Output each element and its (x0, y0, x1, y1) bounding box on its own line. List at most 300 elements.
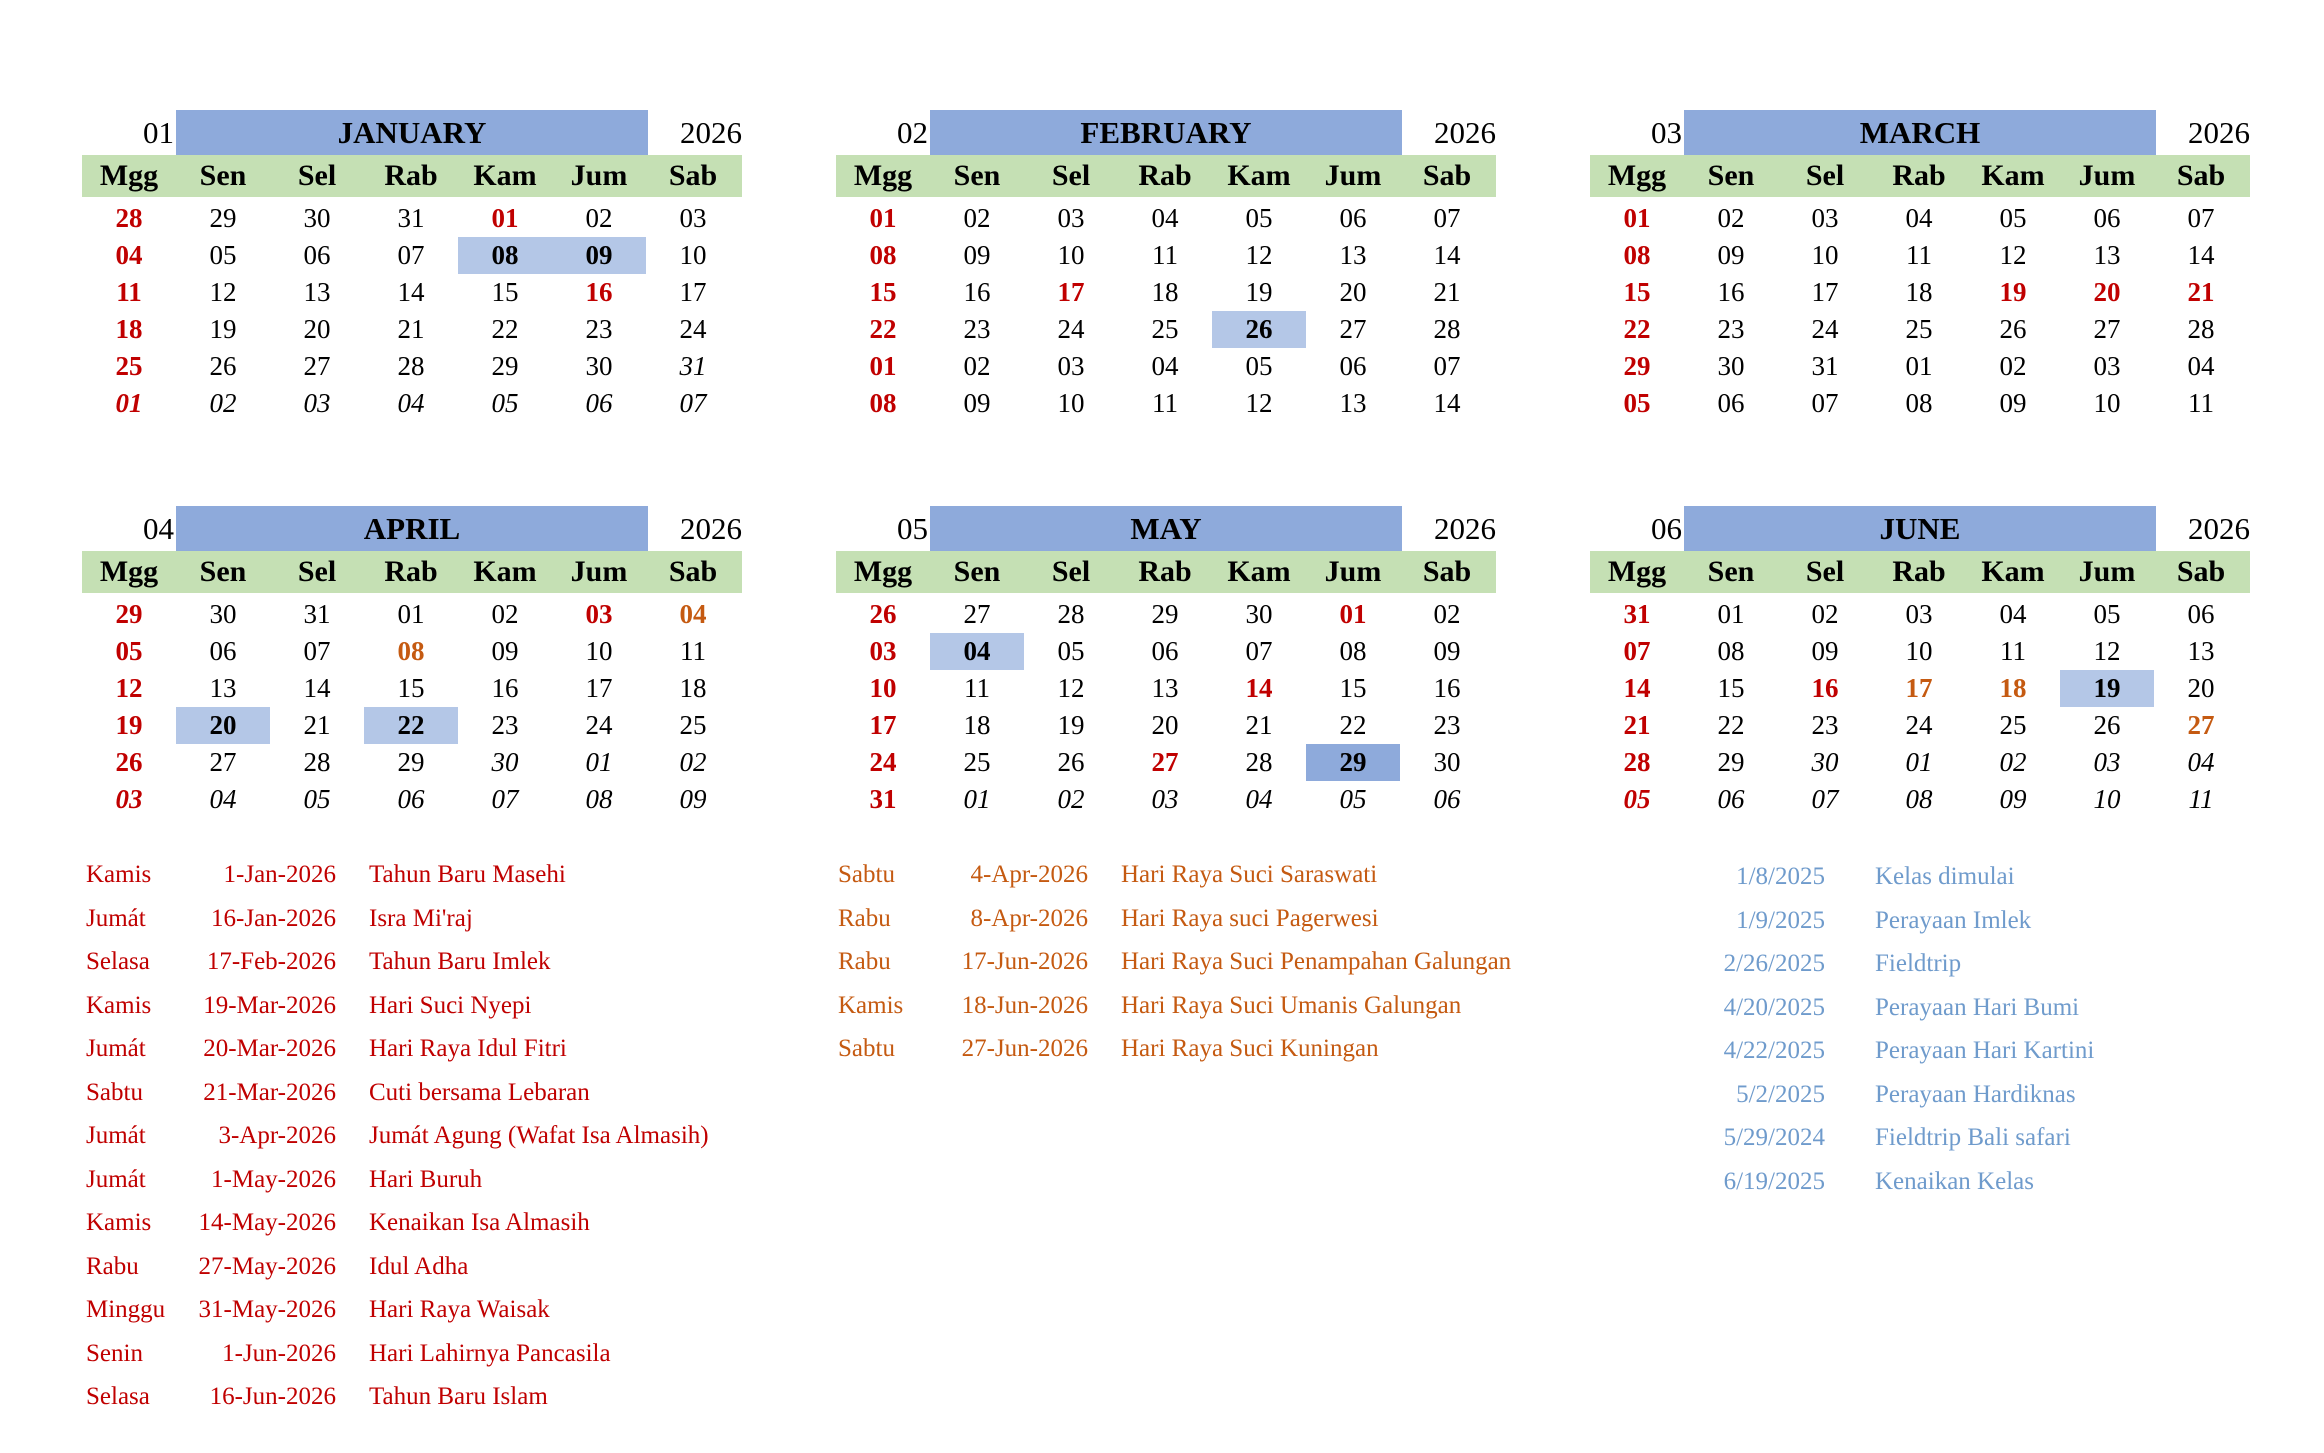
day-cell: 10 (2093, 388, 2121, 418)
holiday-row (838, 942, 1638, 982)
day-cell: 02 (679, 747, 707, 777)
day-cell: 15 (1339, 673, 1367, 703)
weekday-label: Sab (668, 555, 718, 588)
day-cell: 27 (963, 599, 991, 629)
day-cell: 28 (1623, 747, 1651, 777)
month-block-june (1590, 506, 2250, 866)
day-cell: 04 (1151, 351, 1179, 381)
day-cell: 02 (1717, 203, 1745, 233)
day-cell: 05 (1623, 388, 1651, 418)
day-cell: 05 (2093, 599, 2121, 629)
month-name: MARCH (1684, 110, 2156, 155)
weekday-label: Sab (1422, 159, 1472, 192)
weekday-label: Sab (1422, 555, 1472, 588)
holiday-name: Hari Raya Suci Kuningan (1121, 1035, 1379, 1062)
weekday-label: Jum (1324, 555, 1382, 588)
day-cell: 17 (1811, 277, 1839, 307)
day-cell: 26 (869, 599, 897, 629)
day-cell: 17 (1905, 673, 1933, 703)
day-cell: 13 (209, 673, 237, 703)
day-cell: 04 (115, 240, 143, 270)
day-cell: 30 (585, 351, 613, 381)
day-cell: 06 (1717, 388, 1745, 418)
day-cell: 29 (209, 203, 237, 233)
day-cell: 18 (1999, 673, 2027, 703)
holiday-day: Kamis (86, 1209, 152, 1236)
holiday-day: Senin (86, 1339, 143, 1367)
day-cell: 11 (1152, 388, 1178, 418)
weekday-header-row (836, 551, 1496, 593)
weekday-label: Kam (1981, 555, 2045, 588)
day-cell: 03 (1057, 203, 1085, 233)
day-cell: 31 (1623, 599, 1651, 629)
day-cell: 08 (1623, 240, 1651, 270)
day-cell: 30 (303, 203, 331, 233)
holiday-date: 8-Apr-2026 (970, 904, 1088, 932)
event-date: 5/29/2024 (1723, 1124, 1825, 1151)
day-cell: 21 (1433, 277, 1461, 307)
day-cell: 16 (963, 277, 991, 307)
holiday-row (86, 1160, 786, 1200)
day-cell: 25 (1151, 314, 1179, 344)
day-cell: 07 (1811, 388, 1839, 418)
day-cell: 10 (679, 240, 707, 270)
day-cell: 09 (1811, 636, 1839, 666)
day-cell: 19 (2060, 670, 2154, 707)
holiday-date: 18-Jun-2026 (961, 991, 1088, 1019)
holiday-day: Kamis (838, 991, 904, 1019)
event-date: 4/20/2025 (1723, 993, 1825, 1021)
day-cell: 01 (1905, 747, 1933, 777)
weekday-header-row (1590, 551, 2250, 593)
holiday-name: Hari Raya Suci Penampahan Galungan (1121, 948, 1512, 975)
month-block-may (836, 506, 1496, 866)
day-cell: 22 (364, 707, 458, 744)
day-cell: 26 (2093, 710, 2121, 740)
day-cell: 11 (680, 636, 706, 666)
day-cell: 26 (1057, 747, 1085, 777)
weekday-label: Rab (1138, 159, 1192, 192)
weekday-label: Sen (1707, 159, 1755, 192)
holiday-name: Tahun Baru Islam (369, 1383, 548, 1410)
day-cell: 19 (1245, 277, 1273, 307)
day-cell: 07 (491, 784, 519, 814)
day-cell: 21 (1245, 710, 1273, 740)
day-cell: 27 (1151, 747, 1179, 777)
weekday-label: Sen (953, 555, 1001, 588)
day-cell: 09 (491, 636, 519, 666)
day-cell: 14 (2187, 240, 2215, 270)
day-cell: 12 (1245, 388, 1273, 418)
day-cell: 15 (1623, 277, 1651, 307)
day-cell: 04 (397, 388, 425, 418)
day-cell: 12 (1245, 240, 1273, 270)
holiday-day: Jumát (86, 904, 146, 932)
day-cell: 22 (1623, 314, 1651, 344)
day-cell: 20 (2187, 673, 2215, 703)
weekday-label: Sen (1707, 555, 1755, 588)
day-cell: 30 (1433, 747, 1461, 777)
weekday-label: Jum (570, 159, 628, 192)
day-cell: 22 (869, 314, 897, 344)
weekday-label: Kam (1981, 159, 2045, 192)
weekday-label: Sel (1051, 159, 1091, 192)
day-cell: 01 (1339, 599, 1367, 629)
day-cell: 04 (1151, 203, 1179, 233)
day-cell: 12 (2093, 636, 2121, 666)
holiday-row (838, 855, 1638, 895)
month-header (836, 506, 1496, 551)
event-name: Kenaikan Kelas (1875, 1167, 2034, 1195)
weekday-label: Rab (1892, 555, 1946, 588)
holiday-day: Minggu (86, 1296, 166, 1323)
holiday-row (86, 1377, 786, 1417)
day-cell: 06 (1717, 784, 1745, 814)
event-row (1700, 857, 2260, 897)
day-cell: 02 (1433, 599, 1461, 629)
weekday-label: Mgg (853, 555, 913, 588)
weekday-label: Jum (2078, 159, 2136, 192)
day-cell: 30 (209, 599, 237, 629)
day-cell: 03 (1151, 784, 1179, 814)
holiday-day: Selasa (86, 948, 150, 975)
weekday-header-row (1590, 155, 2250, 197)
day-cell: 09 (1999, 784, 2027, 814)
holiday-day: Sabtu (86, 1078, 143, 1106)
holiday-row (86, 1203, 786, 1243)
weekday-label: Kam (473, 555, 537, 588)
weekday-label: Jum (1324, 159, 1382, 192)
day-cell: 06 (209, 636, 237, 666)
day-cell: 23 (585, 314, 613, 344)
day-cell: 07 (1433, 351, 1461, 381)
day-cell: 17 (585, 673, 613, 703)
holiday-name: Idul Adha (369, 1252, 469, 1280)
day-cell: 14 (1433, 388, 1461, 418)
holiday-row (86, 986, 786, 1026)
day-cell: 09 (679, 784, 707, 814)
day-cell: 03 (303, 388, 331, 418)
month-header (82, 506, 742, 551)
weekday-label: Mgg (99, 555, 159, 588)
day-cell: 16 (1433, 673, 1461, 703)
day-cell: 01 (115, 388, 143, 418)
day-cell: 16 (1717, 277, 1745, 307)
day-cell: 06 (1339, 351, 1367, 381)
weekday-label: Sen (199, 555, 247, 588)
day-cell: 24 (1905, 710, 1933, 740)
holiday-name: Cuti bersama Lebaran (369, 1078, 590, 1106)
holiday-date: 3-Apr-2026 (218, 1122, 336, 1149)
holiday-row (86, 855, 786, 895)
day-cell: 06 (303, 240, 331, 270)
day-cell: 06 (2093, 203, 2121, 233)
day-cell: 05 (115, 636, 143, 666)
holiday-date: 27-May-2026 (198, 1252, 336, 1280)
day-cell: 14 (1623, 673, 1651, 703)
day-cell: 01 (397, 599, 425, 629)
day-cell: 31 (303, 599, 331, 629)
day-cell: 22 (1339, 710, 1367, 740)
month-year: 2026 (1434, 511, 1496, 546)
day-cell: 23 (491, 710, 519, 740)
day-cell: 25 (679, 710, 707, 740)
month-number: 01 (143, 115, 174, 150)
month-name: FEBRUARY (930, 110, 1402, 155)
weekday-label: Jum (2078, 555, 2136, 588)
day-cell: 23 (1433, 710, 1461, 740)
day-cell: 16 (585, 277, 613, 307)
event-name: Perayaan Imlek (1875, 906, 2032, 934)
day-cell: 02 (963, 203, 991, 233)
day-cell: 11 (1906, 240, 1932, 270)
day-cell: 21 (397, 314, 425, 344)
day-cell: 12 (1057, 673, 1085, 703)
holiday-date: 16-Jan-2026 (211, 904, 336, 932)
day-cell: 10 (1811, 240, 1839, 270)
day-cell: 08 (1717, 636, 1745, 666)
day-cell: 01 (1905, 351, 1933, 381)
holiday-day: Kamis (86, 991, 152, 1019)
day-cell: 23 (1717, 314, 1745, 344)
month-number: 06 (1651, 511, 1682, 546)
month-block-april (82, 506, 742, 866)
day-cell: 31 (1811, 351, 1839, 381)
event-date: 2/26/2025 (1723, 950, 1825, 977)
holiday-name: Tahun Baru Imlek (369, 948, 551, 975)
month-header (1590, 110, 2250, 155)
event-name: Kelas dimulai (1875, 863, 2015, 890)
month-number: 03 (1651, 115, 1682, 150)
day-cell: 25 (1999, 710, 2027, 740)
day-cell: 30 (1245, 599, 1273, 629)
weekday-label: Sel (1805, 555, 1845, 588)
day-cell: 28 (1433, 314, 1461, 344)
weekday-label: Kam (473, 159, 537, 192)
month-year: 2026 (2188, 511, 2250, 546)
day-cell: 03 (869, 636, 897, 666)
day-cell: 07 (1433, 203, 1461, 233)
day-cell: 13 (1151, 673, 1179, 703)
day-cell: 19 (115, 710, 143, 740)
holiday-date: 31-May-2026 (198, 1296, 336, 1323)
month-name: MAY (930, 506, 1402, 551)
event-row (1700, 944, 2260, 984)
day-cell: 29 (491, 351, 519, 381)
day-cell: 08 (458, 237, 552, 274)
day-cell: 26 (1999, 314, 2027, 344)
event-row (1700, 1118, 2260, 1158)
day-cell: 10 (2093, 784, 2121, 814)
holiday-day: Jumát (86, 1035, 146, 1062)
holiday-day: Kamis (86, 861, 152, 888)
day-cell: 05 (1623, 784, 1651, 814)
event-name: Perayaan Hari Kartini (1875, 1037, 2095, 1064)
month-name: APRIL (176, 506, 648, 551)
day-cell: 06 (585, 388, 613, 418)
day-cell: 03 (2093, 747, 2121, 777)
holiday-row (86, 1247, 786, 1287)
month-year: 2026 (680, 511, 742, 546)
day-cell: 04 (2187, 351, 2215, 381)
month-number: 04 (143, 511, 174, 546)
day-cell: 12 (1999, 240, 2027, 270)
holiday-day: Sabtu (838, 861, 895, 888)
day-cell: 14 (303, 673, 331, 703)
holiday-day: Sabtu (838, 1035, 895, 1062)
day-cell: 27 (1339, 314, 1367, 344)
holiday-name: Hari Buruh (369, 1165, 483, 1193)
holiday-row (838, 899, 1638, 939)
day-cell: 12 (209, 277, 237, 307)
day-cell: 21 (303, 710, 331, 740)
day-cell: 18 (679, 673, 707, 703)
holiday-date: 17-Jun-2026 (961, 948, 1088, 975)
weekday-label: Sab (2176, 159, 2226, 192)
event-row (1700, 901, 2260, 941)
day-cell: 14 (1245, 673, 1273, 703)
day-cell: 19 (1999, 277, 2027, 307)
holiday-name: Hari Raya Suci Saraswati (1121, 861, 1378, 888)
event-date: 4/22/2025 (1723, 1037, 1825, 1064)
day-cell: 05 (491, 388, 519, 418)
day-cell: 02 (963, 351, 991, 381)
day-cell: 10 (1057, 388, 1085, 418)
day-cell: 08 (1905, 784, 1933, 814)
weekday-header-row (82, 551, 742, 593)
day-cell: 20 (1339, 277, 1367, 307)
day-cell: 04 (930, 633, 1024, 670)
day-cell: 09 (1999, 388, 2027, 418)
holiday-row (86, 942, 786, 982)
day-cell: 09 (552, 237, 646, 274)
day-cell: 06 (397, 784, 425, 814)
day-cell: 04 (1905, 203, 1933, 233)
weekday-label: Rab (384, 159, 438, 192)
day-cell: 02 (491, 599, 519, 629)
day-cell: 07 (1623, 636, 1651, 666)
holiday-name: Hari Raya suci Pagerwesi (1121, 904, 1379, 932)
weekday-label: Sab (2176, 555, 2226, 588)
day-cell: 08 (397, 636, 425, 666)
day-cell: 30 (1717, 351, 1745, 381)
day-cell: 29 (397, 747, 425, 777)
day-cell: 18 (1905, 277, 1933, 307)
day-cell: 26 (209, 351, 237, 381)
day-cell: 17 (1057, 277, 1085, 307)
holiday-date: 20-Mar-2026 (203, 1035, 336, 1062)
day-cell: 13 (1339, 240, 1367, 270)
month-block-february (836, 110, 1496, 470)
day-cell: 13 (1339, 388, 1367, 418)
day-cell: 10 (869, 673, 897, 703)
weekday-label: Mgg (1607, 159, 1667, 192)
day-cell: 06 (1433, 784, 1461, 814)
day-cell: 29 (115, 599, 143, 629)
weekday-label: Jum (570, 555, 628, 588)
day-cell: 08 (869, 388, 897, 418)
day-cell: 20 (176, 707, 270, 744)
day-cell: 10 (585, 636, 613, 666)
day-cell: 20 (303, 314, 331, 344)
day-cell: 07 (303, 636, 331, 666)
day-cell: 02 (1999, 351, 2027, 381)
weekday-label: Mgg (1607, 555, 1667, 588)
day-cell: 13 (303, 277, 331, 307)
holiday-row (86, 1029, 786, 1069)
month-name: JANUARY (176, 110, 648, 155)
day-cell: 14 (1433, 240, 1461, 270)
event-name: Perayaan Hardiknas (1875, 1080, 2076, 1108)
day-cell: 09 (963, 240, 991, 270)
day-cell: 04 (2187, 747, 2215, 777)
day-cell: 11 (2000, 636, 2026, 666)
day-cell: 11 (2188, 388, 2214, 418)
day-cell: 27 (303, 351, 331, 381)
day-cell: 04 (679, 599, 707, 629)
day-cell: 30 (491, 747, 519, 777)
day-cell: 28 (397, 351, 425, 381)
day-cell: 08 (869, 240, 897, 270)
event-date: 6/19/2025 (1723, 1167, 1825, 1195)
day-cell: 21 (2187, 277, 2215, 307)
day-cell: 12 (115, 673, 143, 703)
day-cell: 03 (1811, 203, 1839, 233)
event-name: Perayaan Hari Bumi (1875, 993, 2080, 1021)
weekday-label: Sel (297, 555, 337, 588)
day-cell: 08 (1905, 388, 1933, 418)
event-name: Fieldtrip Bali safari (1875, 1124, 2071, 1151)
day-cell: 15 (397, 673, 425, 703)
day-cell: 31 (397, 203, 425, 233)
day-cell: 20 (2093, 277, 2121, 307)
day-cell: 02 (1811, 599, 1839, 629)
day-cell: 29 (1623, 351, 1651, 381)
day-cell: 16 (1811, 673, 1839, 703)
day-cell: 07 (397, 240, 425, 270)
day-cell: 01 (963, 784, 991, 814)
day-cell: 03 (679, 203, 707, 233)
day-cell: 24 (1057, 314, 1085, 344)
day-cell: 27 (2093, 314, 2121, 344)
day-cell: 31 (679, 351, 707, 381)
day-cell: 03 (115, 784, 143, 814)
day-cell: 24 (869, 747, 897, 777)
day-cell: 15 (491, 277, 519, 307)
day-cell: 17 (679, 277, 707, 307)
holiday-day: Rabu (838, 904, 891, 932)
day-cell: 29 (1717, 747, 1745, 777)
day-cell: 04 (1245, 784, 1273, 814)
day-cell: 10 (1905, 636, 1933, 666)
day-cell: 18 (963, 710, 991, 740)
holiday-name: Tahun Baru Masehi (369, 861, 566, 888)
event-date: 1/8/2025 (1736, 863, 1825, 890)
holiday-name: Hari Lahirnya Pancasila (369, 1339, 611, 1367)
day-cell: 09 (1433, 636, 1461, 666)
day-cell: 03 (2093, 351, 2121, 381)
day-cell: 10 (1057, 240, 1085, 270)
day-cell: 23 (1811, 710, 1839, 740)
event-row (1700, 1075, 2260, 1115)
month-year: 2026 (2188, 115, 2250, 150)
weekday-label: Rab (384, 555, 438, 588)
month-block-march (1590, 110, 2250, 470)
weekday-label: Rab (1138, 555, 1192, 588)
weekday-header-row (836, 155, 1496, 197)
day-cell: 08 (585, 784, 613, 814)
day-cell: 24 (585, 710, 613, 740)
